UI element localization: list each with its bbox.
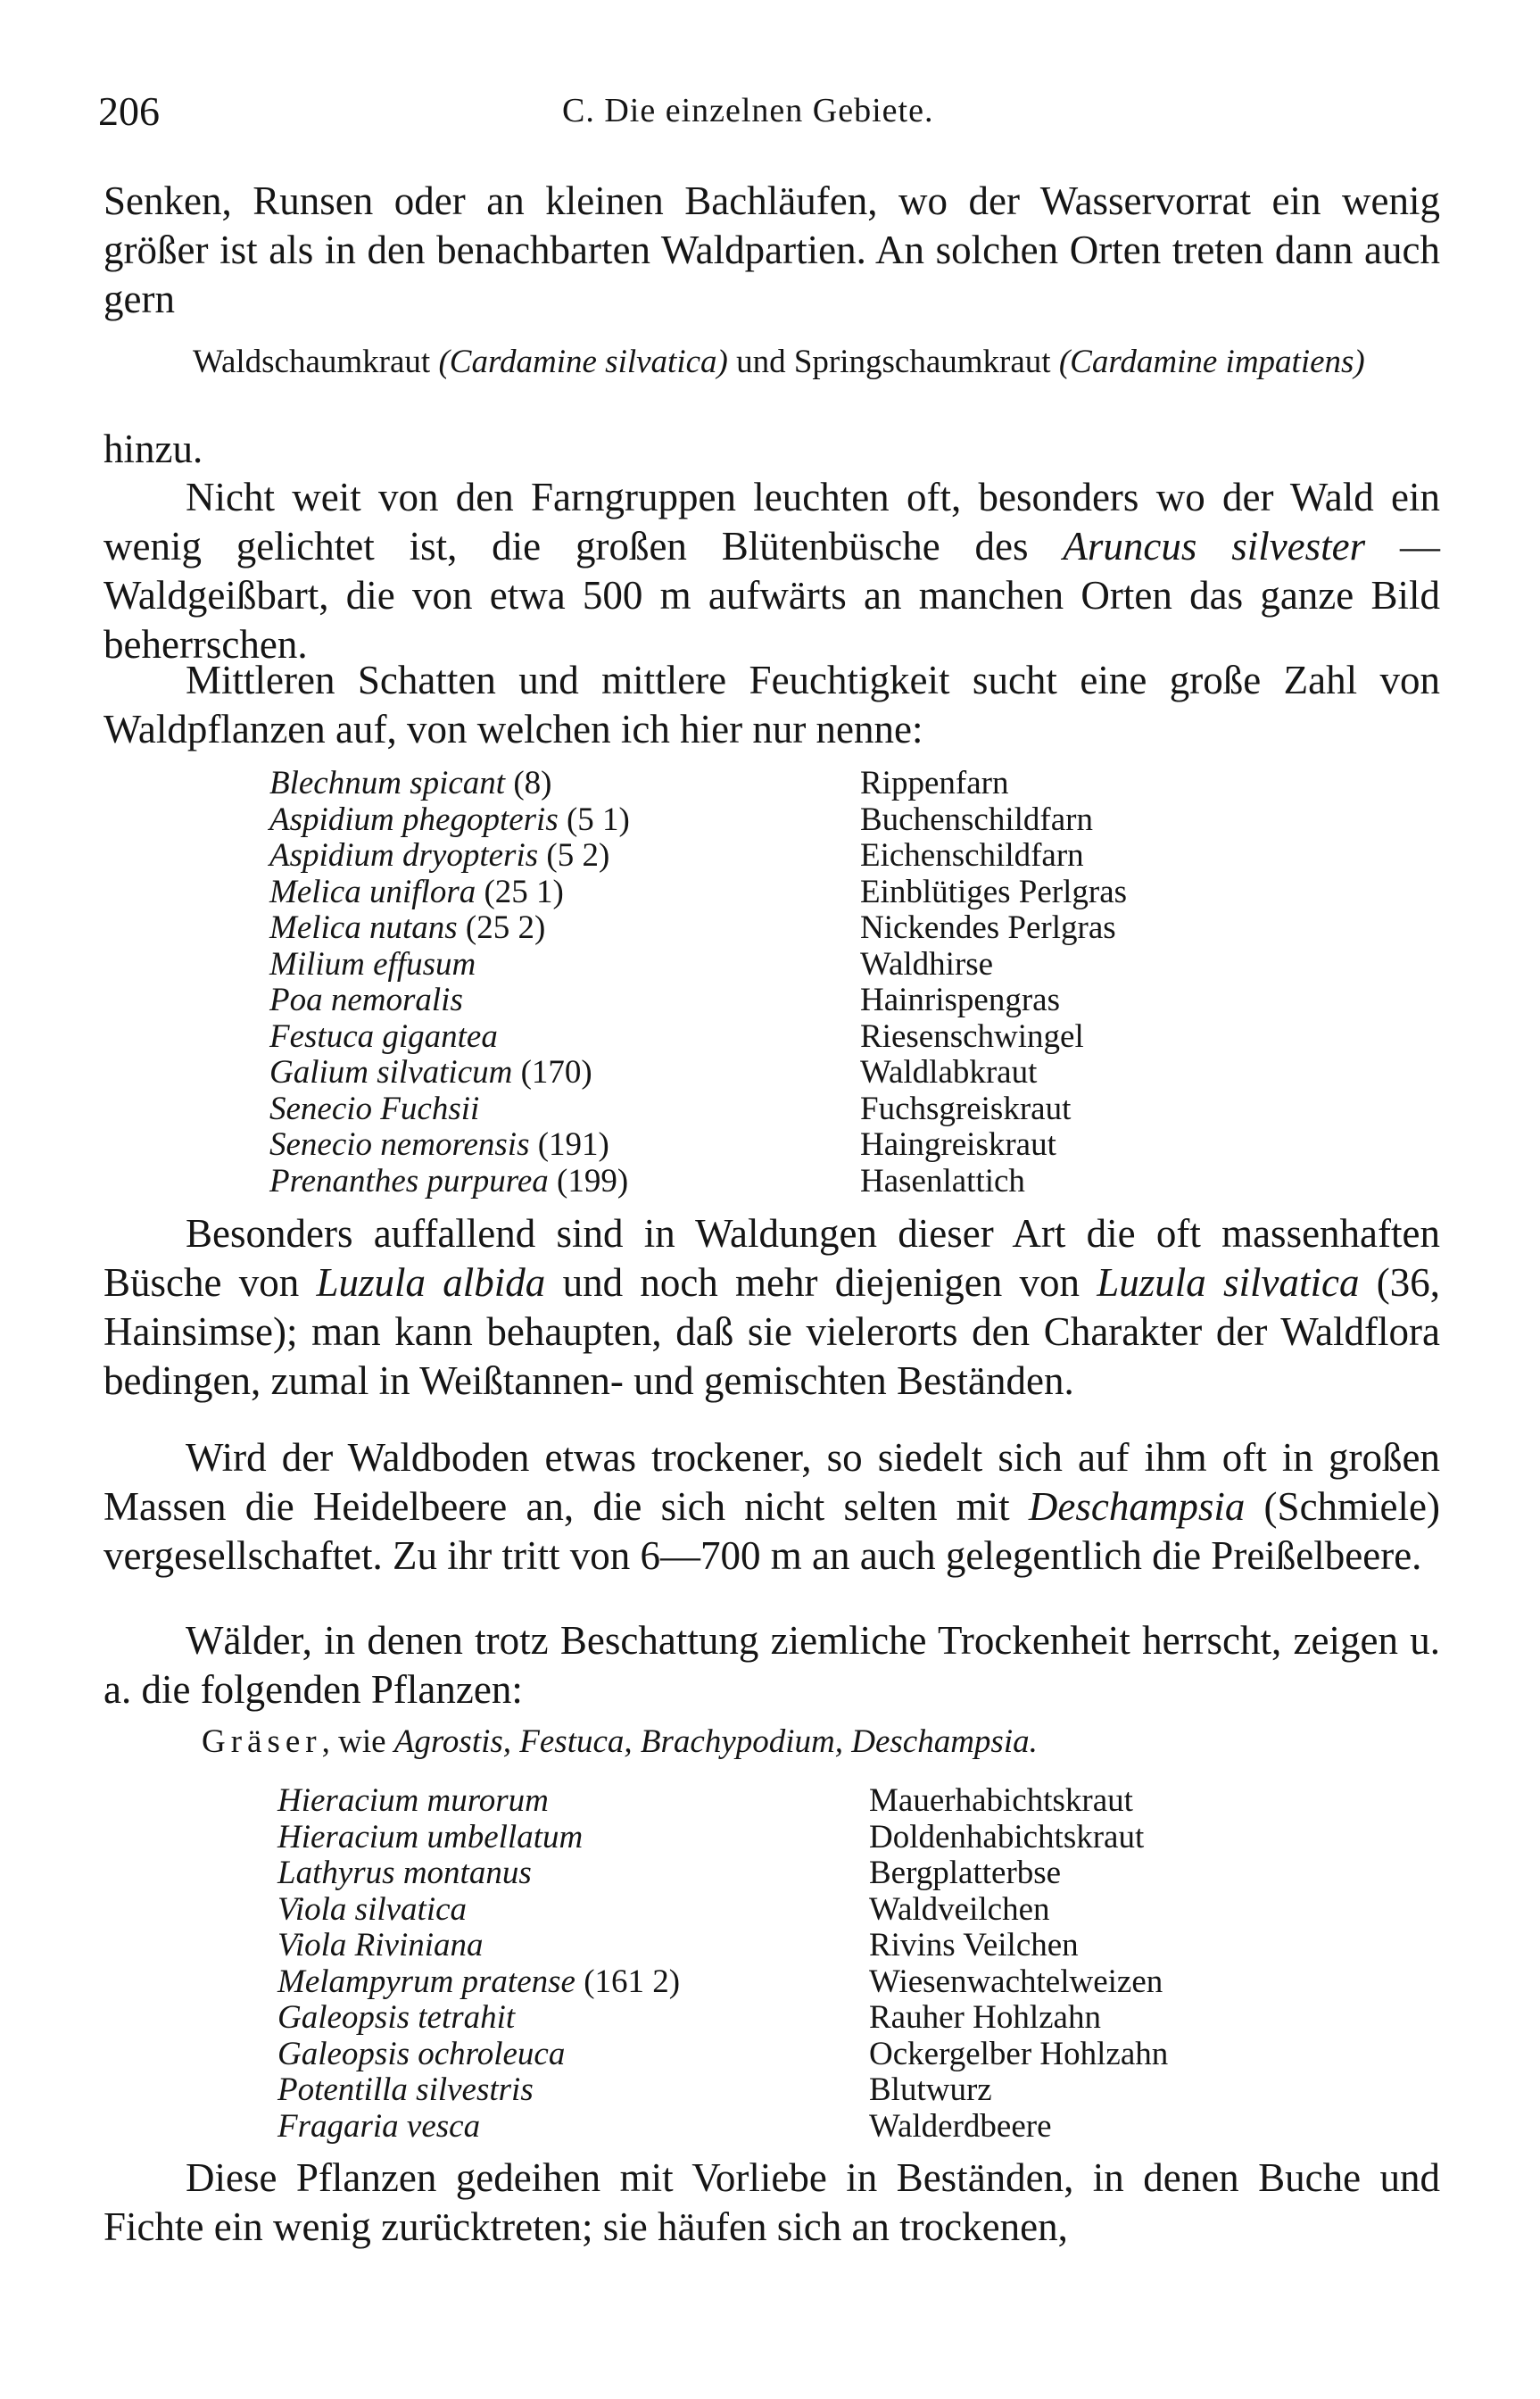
note-cardamine [103, 342, 1440, 383]
species-latin-name: Milium effusum [269, 945, 476, 983]
species-german-name: Rivins Veilchen [869, 1927, 1079, 1963]
note-text: Waldschaumkraut [193, 344, 439, 380]
species-latin-name: Hieracium murorum [277, 1782, 549, 1819]
page-header [98, 87, 1442, 141]
species-german-name: Buchenschildfarn [860, 801, 1093, 838]
species-german-name: Riesenschwingel [860, 1017, 1084, 1055]
species-german-name: Bergplatterbse [869, 1855, 1062, 1891]
species-figure-ref: (8) [505, 765, 552, 801]
grasses-line [202, 1722, 1038, 1763]
page-number: 206 [98, 88, 160, 134]
species-german-name: Ockergelber Hohlzahn [869, 2035, 1169, 2072]
paragraph-text: — Waldgeißbart, die von etwa 500 m aufwärts an manchen Orten das ganze Bild beherrschen. [103, 524, 1441, 667]
species-figure-ref: (5 1) [558, 801, 630, 838]
species-latin-name: Aspidium phegopteris (5 1) [269, 801, 630, 838]
paragraph-4 [103, 1209, 1440, 1406]
species-figure-ref: (170) [512, 1054, 592, 1091]
species-latin-name: Senecio nemorensis (191) [269, 1126, 609, 1163]
paragraph-text: und noch mehr diejenigen von [545, 1260, 1097, 1305]
species-latin-name: Viola silvatica [277, 1890, 468, 1928]
species-latin-name: Melampyrum pratense (161 2) [277, 1963, 681, 2000]
paragraph-text: Besonders auffallend sind in Waldungen dieser Art die oft massenhaften Büsche von [103, 1211, 1440, 1305]
note-text: und Springschaumkraut [727, 344, 1059, 380]
grasses-text: , wie [321, 1723, 394, 1760]
running-title: C. Die einzelnen Gebiete. [562, 92, 934, 129]
species-latin-name: Fragaria vesca [277, 2107, 481, 2145]
species-latin-name: Galeopsis tetrahit [277, 1999, 516, 2036]
species-figure-ref: (5 2) [538, 837, 610, 874]
grasses-latin: Agrostis, Festuca, Brachypodium, Deschampsia. [393, 1723, 1038, 1760]
species-latin-name: Festuca gigantea [269, 1017, 498, 1055]
species-german-name: Waldveilchen [869, 1890, 1050, 1928]
species-latin-name: Galeopsis ochroleuca [277, 2035, 566, 2072]
species-german-name: Hasenlattich [860, 1162, 1025, 1200]
species-latin-name: Melica nutans (25 2) [269, 909, 546, 946]
species-figure-ref: (161 2) [575, 1963, 681, 2000]
paragraph-3: Mittleren Schatten und mittlere Feuchtigkeit sucht eine große Zahl von Waldpflanzen auf, von welchen ich hier nur nenne: [103, 658, 1440, 751]
species-german-name: Waldlabkraut [860, 1054, 1038, 1091]
species-figure-ref: (191) [529, 1126, 609, 1163]
species-german-name: Waldhirse [860, 945, 994, 983]
species-german-name: Wiesenwachtelweizen [869, 1963, 1163, 2000]
latin-name: Luzula albida [316, 1260, 546, 1305]
species-german-name: Rippenfarn [860, 765, 1009, 801]
species-german-name: Nickendes Perlgras [860, 909, 1116, 946]
paragraph-1-end: hinzu. [103, 427, 203, 471]
species-latin-name: Senecio Fuchsii [269, 1090, 480, 1127]
species-latin-name: Poa nemoralis [269, 982, 463, 1018]
species-latin-name: Melica uniflora (25 1) [269, 873, 564, 910]
species-figure-ref: (25 2) [457, 909, 546, 946]
latin-name: Aruncus silvester [1063, 524, 1366, 569]
species-german-name: Blutwurz [869, 2071, 992, 2108]
species-latin-name: Potentilla silvestris [277, 2071, 534, 2108]
paragraph-5 [103, 1433, 1440, 1581]
species-german-name: Einblütiges Perlgras [860, 873, 1128, 910]
species-german-name: Haingreiskraut [860, 1126, 1056, 1163]
species-german-name: Eichenschildfarn [860, 837, 1084, 874]
latin-name: Deschampsia [1028, 1484, 1246, 1529]
species-german-name: Rauher Hohlzahn [869, 1999, 1101, 2036]
species-german-name: Fuchsgreiskraut [860, 1090, 1072, 1127]
note-latin-1: (Cardamine silvatica) [438, 344, 728, 380]
paragraph-text: (36, Hainsimse); man kann behaupten, daß sie vielerorts den Charakter der Waldflora bedingen, zumal in Weißtannen- und gemischten Beständen. [103, 1260, 1440, 1403]
paragraph-text: Nicht weit von den Farngruppen leuchten oft, besonders wo der Wald ein wenig gelichtet ist, die großen Blütenbüsche des [103, 475, 1440, 569]
latin-name: Luzula silvatica [1097, 1260, 1360, 1305]
species-german-name: Mauerhabichtskraut [869, 1782, 1133, 1819]
paragraph-7: Diese Pflanzen gedeihen mit Vorliebe in Beständen, in denen Buche und Fichte ein wenig zurücktreten; sie häufen sich an trockenen, [103, 2155, 1440, 2249]
grasses-label: Gräser [202, 1723, 322, 1760]
paragraph-2 [103, 473, 1440, 669]
species-latin-name: Prenanthes purpurea (199) [269, 1162, 629, 1200]
paragraph-1: Senken, Runsen oder an kleinen Bachläufen, wo der Wasservorrat ein wenig größer ist als in den benachbarten Waldpartien. An solchen Orten treten dann auch gern [103, 178, 1440, 321]
paragraph-6: Wälder, in denen trotz Beschattung ziemliche Trockenheit herrscht, zeigen u. a. die folgenden Pflanzen: [103, 1618, 1440, 1712]
species-german-name: Hainrispengras [860, 982, 1060, 1018]
species-latin-name: Blechnum spicant (8) [269, 765, 552, 801]
species-figure-ref: (25 1) [476, 873, 564, 910]
paragraph-text: (Schmiele) vergesellschaftet. Zu ihr tritt von 6—700 m an auch gelegentlich die Preißelbeere. [103, 1484, 1440, 1578]
species-figure-ref: (199) [548, 1162, 629, 1200]
species-german-name: Walderdbeere [869, 2107, 1052, 2145]
paragraph-text: Wird der Waldboden etwas trockener, so siedelt sich auf ihm oft in großen Massen die Heidelbeere an, die sich nicht selten mit [103, 1435, 1440, 1529]
species-latin-name: Galium silvaticum (170) [269, 1054, 592, 1091]
species-german-name: Doldenhabichtskraut [869, 1818, 1145, 1855]
species-latin-name: Lathyrus montanus [277, 1855, 532, 1891]
species-latin-name: Viola Riviniana [277, 1927, 484, 1963]
species-latin-name: Hieracium umbellatum [277, 1818, 584, 1855]
species-latin-name: Aspidium dryopteris (5 2) [269, 837, 610, 874]
note-latin-2: (Cardamine impatiens) [1058, 344, 1365, 380]
